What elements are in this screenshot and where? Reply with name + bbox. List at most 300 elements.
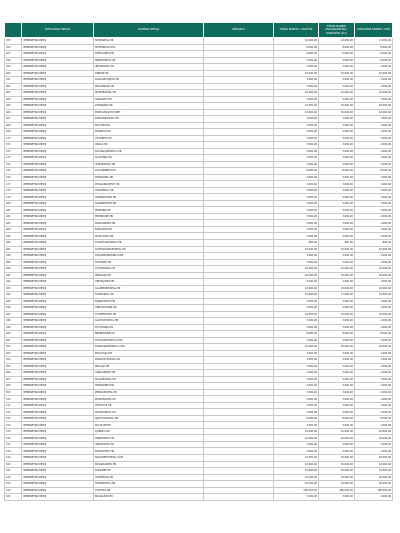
cell-fixed-programmatic: 3.000,00 bbox=[319, 259, 355, 266]
cell-media-category: INTERNETSKI MEDIJ bbox=[22, 298, 94, 305]
cell-media-domain: ZAGORJEINFO.HR bbox=[94, 168, 204, 175]
cell-media-domain: MUSKIPORTAL.HR bbox=[94, 396, 204, 403]
cell-fixed-programmatic: 10.000,00 bbox=[319, 38, 355, 45]
cell-media-domain: PORTALINFO.HR bbox=[94, 51, 204, 58]
cell-media-domain: SPORTPORTAL.HR bbox=[94, 90, 204, 97]
cell-fixed-programmatic: 3.000,00 bbox=[319, 363, 355, 370]
cell-media-domain: OBALA.HR bbox=[94, 142, 204, 149]
cell-index: 496 bbox=[5, 305, 22, 312]
cell-fixed-static: 3.000,00 bbox=[274, 135, 319, 142]
cell-fixed-static: 3.000,00 bbox=[274, 448, 319, 455]
cell-dynamic-cpm: 10.000,00 bbox=[355, 272, 393, 279]
cell-fixed-programmatic: 3.000,00 bbox=[319, 350, 355, 357]
cell-media-category: INTERNETSKI MEDIJ bbox=[22, 51, 94, 58]
header-fixed-programmatic: FIKSNI BANERI PROGRAMATSKI / DINAMIČNI (km) bbox=[319, 23, 355, 38]
cell-media-category: INTERNETSKI MEDIJ bbox=[22, 344, 94, 351]
cell-fixed-programmatic: 10.000,00 bbox=[319, 344, 355, 351]
cell-index: 518 bbox=[5, 448, 22, 455]
cell-index: 476 bbox=[5, 174, 22, 181]
cell-index: 509 bbox=[5, 389, 22, 396]
cell-fixed-static: 3.000,00 bbox=[274, 181, 319, 188]
cell-index: 491 bbox=[5, 272, 22, 279]
cell-dynamic-cpm: 1.000,00 bbox=[355, 396, 393, 403]
cell-dynamic-cpm: 10.000,00 bbox=[355, 90, 393, 97]
cell-media-domain: KUCAIVRT.HR bbox=[94, 422, 204, 429]
cell-dynamic-cpm: 1.000,00 bbox=[355, 213, 393, 220]
cell-fixed-static: 3.000,00 bbox=[274, 116, 319, 123]
cell-media-domain: INFOPORTAL.HR bbox=[94, 64, 204, 71]
cell-fixed-static: 10.000,00 bbox=[274, 481, 319, 488]
cell-index: 479 bbox=[5, 194, 22, 201]
cell-fixed-programmatic: 10.000,00 bbox=[319, 272, 355, 279]
cell-fixed-programmatic: 3.000,00 bbox=[319, 220, 355, 227]
cell-media-category: INTERNETSKI MEDIJ bbox=[22, 324, 94, 331]
cell-dynamic-cpm: 1.000,00 bbox=[355, 279, 393, 286]
cell-fixed-programmatic: 10.000,00 bbox=[319, 285, 355, 292]
cell-fixed-programmatic: 10.000,00 bbox=[319, 266, 355, 273]
cell-dynamic-cpm: 1.000,00 bbox=[355, 200, 393, 207]
cell-fixed-programmatic: 10.000,00 bbox=[319, 428, 355, 435]
cell-index: 516 bbox=[5, 435, 22, 442]
cell-dynamic-cpm: 1.000,00 bbox=[355, 174, 393, 181]
cell-media-domain: OBITELJINFO.HR bbox=[94, 279, 204, 286]
cell-media-domain: LJEPOTAPORTAL.HR bbox=[94, 415, 204, 422]
cell-fixed-static: 3.000,00 bbox=[274, 396, 319, 403]
cell-fixed-programmatic: 10.000,00 bbox=[319, 461, 355, 468]
cell-fixed-static: 10.000,00 bbox=[274, 311, 319, 318]
cell-fixed-programmatic: 10.000,00 bbox=[319, 311, 355, 318]
cell-index: 458 bbox=[5, 57, 22, 64]
cell-fixed-static: 3.000,00 bbox=[274, 142, 319, 149]
cell-fixed-programmatic: 3.000,00 bbox=[319, 161, 355, 168]
cell-dynamic-cpm: 1.000,00 bbox=[355, 194, 393, 201]
cell-index: 459 bbox=[5, 64, 22, 71]
cell-fixed-programmatic: 3.000,00 bbox=[319, 448, 355, 455]
cell-media-domain: SITEPORTAL.HR bbox=[94, 38, 204, 45]
cell-media-domain: KVARNERINFO.HR bbox=[94, 200, 204, 207]
cell-dynamic-cpm: 1.000,00 bbox=[355, 376, 393, 383]
cell-dynamic-cpm: 10.000,00 bbox=[355, 266, 393, 273]
cell-media-domain: ZUPANIJSKI.HR bbox=[94, 103, 204, 110]
cell-media-category: INTERNETSKI MEDIJ bbox=[22, 468, 94, 475]
cell-dynamic-cpm: 11.000,00 bbox=[355, 38, 393, 45]
cell-dynamic-cpm: 10.000,00 bbox=[355, 292, 393, 299]
cell-fixed-programmatic: 3.000,00 bbox=[319, 279, 355, 286]
cell-fixed-programmatic: 3.000,00 bbox=[319, 194, 355, 201]
cell-media-category: INTERNETSKI MEDIJ bbox=[22, 246, 94, 253]
cell-index: 513 bbox=[5, 415, 22, 422]
cell-index: 462 bbox=[5, 83, 22, 90]
cell-dynamic-cpm: 1.000,00 bbox=[355, 233, 393, 240]
cell-index: 457 bbox=[5, 51, 22, 58]
cell-media-domain: GORSKIKOTAR.HR bbox=[94, 194, 204, 201]
cell-media-category: INTERNETSKI MEDIJ bbox=[22, 226, 94, 233]
cell-dynamic-cpm: 10.000,00 bbox=[355, 246, 393, 253]
cell-dynamic-cpm: 1.000,00 bbox=[355, 181, 393, 188]
cell-fixed-programmatic: 3.000,00 bbox=[319, 376, 355, 383]
cell-fixed-programmatic: 3.000,00 bbox=[319, 213, 355, 220]
cell-media-category: INTERNETSKI MEDIJ bbox=[22, 279, 94, 286]
cell-media-domain: KULTURA.HR bbox=[94, 122, 204, 129]
cell-fixed-programmatic: 8.000,00 bbox=[319, 44, 355, 51]
cell-media-domain: PUTOVANJA.HR bbox=[94, 324, 204, 331]
cell-fixed-static: 3.000,00 bbox=[274, 441, 319, 448]
cell-media-domain: KNJIZEVNOST.HR bbox=[94, 298, 204, 305]
cell-fixed-static: 10.000,00 bbox=[274, 474, 319, 481]
cell-index: 467 bbox=[5, 116, 22, 123]
cell-media-domain: BANOVINA.HR bbox=[94, 226, 204, 233]
cell-fixed-programmatic: 3.000,00 bbox=[319, 83, 355, 90]
cell-dynamic-cpm: 1.000,00 bbox=[355, 220, 393, 227]
cell-index: 507 bbox=[5, 376, 22, 383]
cell-media-category: INTERNETSKI MEDIJ bbox=[22, 448, 94, 455]
table-body bbox=[5, 38, 393, 501]
cell-media-category: INTERNETSKI MEDIJ bbox=[22, 383, 94, 390]
cell-media-domain: SENIORINFO.HR bbox=[94, 383, 204, 390]
cell-media-domain: MEDIMURJE.HR bbox=[94, 213, 204, 220]
cell-dynamic-cpm: 1.000,00 bbox=[355, 64, 393, 71]
cell-media-category: INTERNETSKI MEDIJ bbox=[22, 409, 94, 416]
cell-media-domain: LIKAPORTAL.HR bbox=[94, 187, 204, 194]
cell-fixed-programmatic: 8.000,00 bbox=[319, 168, 355, 175]
cell-index: 463 bbox=[5, 90, 22, 97]
cell-media-domain: OTOKINFO.HR bbox=[94, 135, 204, 142]
cell-index: 501 bbox=[5, 337, 22, 344]
cell-index: 514 bbox=[5, 422, 22, 429]
cell-index: 512 bbox=[5, 409, 22, 416]
cell-media-category: INTERNETSKI MEDIJ bbox=[22, 239, 94, 246]
cell-media-domain: RUKOMET.HR bbox=[94, 468, 204, 475]
cell-index: 500 bbox=[5, 331, 22, 338]
cell-dynamic-cpm: 1.000,00 bbox=[355, 135, 393, 142]
cell-index: 499 bbox=[5, 324, 22, 331]
cell-dynamic-cpm: 10.000,00 bbox=[355, 481, 393, 488]
cell-media-domain: LIFESTYLE.HR bbox=[94, 402, 204, 409]
cell-media-category: INTERNETSKI MEDIJ bbox=[22, 200, 94, 207]
cell-fixed-static: 3.000,00 bbox=[274, 226, 319, 233]
cell-dynamic-cpm: 10.000,00 bbox=[355, 344, 393, 351]
cell-fixed-programmatic: 3.000,00 bbox=[319, 318, 355, 325]
cell-dynamic-cpm: 10.000,00 bbox=[355, 103, 393, 110]
cell-media-category: INTERNETSKI MEDIJ bbox=[22, 415, 94, 422]
cell-media-category: INTERNETSKI MEDIJ bbox=[22, 396, 94, 403]
cell-media-domain: PODRAVINA.HR bbox=[94, 174, 204, 181]
cell-fixed-programmatic: 3.000,00 bbox=[319, 370, 355, 377]
cell-fixed-static: 3.000,00 bbox=[274, 161, 319, 168]
cell-media-domain: FILMPORTAL.HR bbox=[94, 292, 204, 299]
cell-fixed-programmatic: 8.000,00 bbox=[319, 331, 355, 338]
cell-dynamic-cpm: 1.000,00 bbox=[355, 402, 393, 409]
cell-media-category: INTERNETSKI MEDIJ bbox=[22, 64, 94, 71]
header-fixed-static: FIKSNI BANERI / STATIČNI bbox=[274, 23, 319, 38]
cell-media-category: INTERNETSKI MEDIJ bbox=[22, 109, 94, 116]
cell-fixed-static: 180.000,00 bbox=[274, 487, 319, 494]
cell-media-category: INTERNETSKI MEDIJ bbox=[22, 292, 94, 299]
cell-fixed-programmatic: 3.000,00 bbox=[319, 135, 355, 142]
cell-media-domain: FINANCIJSKIPORTAL.COM bbox=[94, 344, 204, 351]
cell-fixed-static: 10.000,00 bbox=[274, 272, 319, 279]
cell-media-domain: MODAPORTAL.HR bbox=[94, 409, 204, 416]
cell-dynamic-cpm: 180.000,00 bbox=[355, 487, 393, 494]
cell-media-domain: SLAVONIJA.HR bbox=[94, 155, 204, 162]
cell-media-category: INTERNETSKI MEDIJ bbox=[22, 148, 94, 155]
cell-media-category: INTERNETSKI MEDIJ bbox=[22, 285, 94, 292]
cell-fixed-static: 10.000,00 bbox=[274, 246, 319, 253]
cell-media-domain: PRIMORJE.HR bbox=[94, 207, 204, 214]
cell-fixed-static: 10.000,00 bbox=[274, 70, 319, 77]
cell-fixed-programmatic: 3.000,00 bbox=[319, 253, 355, 260]
cell-index: 478 bbox=[5, 187, 22, 194]
cell-dynamic-cpm: 10.000,00 bbox=[355, 455, 393, 462]
cell-fixed-static: 10.000,00 bbox=[274, 266, 319, 273]
cell-index: 519 bbox=[5, 455, 22, 462]
cell-dynamic-cpm: 1.000,00 bbox=[355, 422, 393, 429]
cell-fixed-static: 3.000,00 bbox=[274, 363, 319, 370]
cell-fixed-static: 3.000,00 bbox=[274, 83, 319, 90]
cell-fixed-static: 3.000,00 bbox=[274, 148, 319, 155]
cell-media-category: INTERNETSKI MEDIJ bbox=[22, 311, 94, 318]
cell-media-category: INTERNETSKI MEDIJ bbox=[22, 213, 94, 220]
cell-fixed-programmatic: 10.000,00 bbox=[319, 481, 355, 488]
cell-fixed-programmatic: 3.000,00 bbox=[319, 116, 355, 123]
cell-fixed-programmatic: 3.000,00 bbox=[319, 494, 355, 501]
cell-fixed-static: 3.000,00 bbox=[274, 213, 319, 220]
cell-dynamic-cpm: 10.000,00 bbox=[355, 285, 393, 292]
cell-fixed-programmatic: 10.000,00 bbox=[319, 70, 355, 77]
cell-index: 480 bbox=[5, 200, 22, 207]
cell-fixed-static: 8.000,00 bbox=[274, 415, 319, 422]
cell-index: 485 bbox=[5, 233, 22, 240]
cell-media-domain: MOSLAVINA.HR bbox=[94, 233, 204, 240]
cell-media-category: INTERNETSKI MEDIJ bbox=[22, 376, 94, 383]
cell-dynamic-cpm: 1.000,00 bbox=[355, 83, 393, 90]
cell-dynamic-cpm: 1.000,00 bbox=[355, 77, 393, 84]
cell-media-domain: POSAVINAVIJESTI.HR bbox=[94, 181, 204, 188]
cell-media-category: INTERNETSKI MEDIJ bbox=[22, 266, 94, 273]
cell-media-domain: ZABAVNIPORTAL.HR bbox=[94, 116, 204, 123]
cell-media-domain: LOKALNE-VIJESTI.HR bbox=[94, 77, 204, 84]
cell-fixed-static: 3.000,00 bbox=[274, 370, 319, 377]
cell-index: 503 bbox=[5, 350, 22, 357]
cell-fixed-static: 3.000,00 bbox=[274, 279, 319, 286]
cell-fixed-static: 8.000,00 bbox=[274, 331, 319, 338]
cell-media-domain: GASTROPORTAL.HR bbox=[94, 318, 204, 325]
cell-fixed-static: 10.000,00 bbox=[274, 435, 319, 442]
cell-media-category: INTERNETSKI MEDIJ bbox=[22, 187, 94, 194]
cell-fixed-programmatic: 3.000,00 bbox=[319, 129, 355, 136]
cell-dynamic-cpm: 8.000,00 bbox=[355, 415, 393, 422]
cell-dynamic-cpm: 1.000,00 bbox=[355, 357, 393, 364]
cell-dynamic-cpm: 1.000,00 bbox=[355, 494, 393, 501]
cell-media-domain: NEKRETNINE.HR bbox=[94, 331, 204, 338]
cell-fixed-static: 3.000,00 bbox=[274, 357, 319, 364]
cell-fixed-static: 3.000,00 bbox=[274, 305, 319, 312]
cell-dynamic-cpm: 1.000,00 bbox=[355, 448, 393, 455]
cell-dynamic-cpm: 1.000,00 bbox=[355, 324, 393, 331]
cell-media-domain: KOSARKAINFO.HR bbox=[94, 461, 204, 468]
cell-index: 465 bbox=[5, 103, 22, 110]
cell-index: 522 bbox=[5, 474, 22, 481]
cell-index: 481 bbox=[5, 207, 22, 214]
cell-fixed-static: 10.000,00 bbox=[274, 455, 319, 462]
cell-index: 477 bbox=[5, 181, 22, 188]
cell-fixed-programmatic: 3.000,00 bbox=[319, 402, 355, 409]
cell-media-domain: ISTRAPORTAL.HR bbox=[94, 161, 204, 168]
cell-index: 523 bbox=[5, 481, 22, 488]
cell-dynamic-cpm: 1.000,00 bbox=[355, 207, 393, 214]
cell-fixed-static: 8.000,00 bbox=[274, 168, 319, 175]
cell-fixed-programmatic: 3.000,00 bbox=[319, 148, 355, 155]
cell-fixed-programmatic: 3.000,00 bbox=[319, 207, 355, 214]
cell-media-category: INTERNETSKI MEDIJ bbox=[22, 96, 94, 103]
cell-media-category: INTERNETSKI MEDIJ bbox=[22, 161, 94, 168]
cell-fixed-programmatic: 10.000,00 bbox=[319, 246, 355, 253]
cell-index: 493 bbox=[5, 285, 22, 292]
cell-dynamic-cpm: 1.000,00 bbox=[355, 116, 393, 123]
cell-media-category: INTERNETSKI MEDIJ bbox=[22, 181, 94, 188]
cell-index: 492 bbox=[5, 279, 22, 286]
cell-fixed-programmatic: 3.000,00 bbox=[319, 357, 355, 364]
cell-media-category: INTERNETSKI MEDIJ bbox=[22, 135, 94, 142]
cell-dynamic-cpm: 10.000,00 bbox=[355, 474, 393, 481]
cell-fixed-static: 10.000,00 bbox=[274, 285, 319, 292]
cell-fixed-static: 3.000,00 bbox=[274, 77, 319, 84]
cell-media-category: INTERNETSKI MEDIJ bbox=[22, 116, 94, 123]
cell-media-category: INTERNETSKI MEDIJ bbox=[22, 122, 94, 129]
cell-media-category: INTERNETSKI MEDIJ bbox=[22, 174, 94, 181]
cell-fixed-static: 10.000,00 bbox=[274, 461, 319, 468]
cell-fixed-programmatic: 3.000,00 bbox=[319, 383, 355, 390]
cell-fixed-programmatic: 800,00 bbox=[319, 239, 355, 246]
cell-fixed-programmatic: 10.000,00 bbox=[319, 90, 355, 97]
cell-fixed-programmatic: 3.000,00 bbox=[319, 422, 355, 429]
cell-dynamic-cpm: 6.000,00 bbox=[355, 57, 393, 64]
cell-fixed-static: 3.000,00 bbox=[274, 233, 319, 240]
cell-dynamic-cpm: 1.000,00 bbox=[355, 96, 393, 103]
spreadsheet bbox=[4, 22, 392, 501]
cell-media-category: INTERNETSKI MEDIJ bbox=[22, 487, 94, 494]
cell-index: 474 bbox=[5, 161, 22, 168]
cell-fixed-programmatic: 10.000,00 bbox=[319, 474, 355, 481]
cell-media-category: INTERNETSKI MEDIJ bbox=[22, 77, 94, 84]
cell-media-category: INTERNETSKI MEDIJ bbox=[22, 461, 94, 468]
cell-fixed-programmatic: 10.000,00 bbox=[319, 103, 355, 110]
cell-index: 508 bbox=[5, 383, 22, 390]
cell-dynamic-cpm: 1.000,00 bbox=[355, 148, 393, 155]
cell-fixed-static: 3.000,00 bbox=[274, 402, 319, 409]
cell-index: 469 bbox=[5, 129, 22, 136]
cell-fixed-programmatic: 3.000,00 bbox=[319, 337, 355, 344]
cell-index: 489 bbox=[5, 259, 22, 266]
cell-dynamic-cpm: 6.000,00 bbox=[355, 51, 393, 58]
cell-dynamic-cpm: 1.000,00 bbox=[355, 259, 393, 266]
cell-index: 472 bbox=[5, 148, 22, 155]
cell-fixed-programmatic: 10.000,00 bbox=[319, 109, 355, 116]
cell-dynamic-cpm: 1.000,00 bbox=[355, 305, 393, 312]
cell-dynamic-cpm: 1.000,00 bbox=[355, 226, 393, 233]
cell-media-category: INTERNETSKI MEDIJ bbox=[22, 90, 94, 97]
cell-media-category: INTERNETSKI MEDIJ bbox=[22, 83, 94, 90]
cell-media-domain: KORDUNINFO.HR bbox=[94, 220, 204, 227]
cell-dynamic-cpm: 10.000,00 bbox=[355, 435, 393, 442]
header-media-domain: DOMENA MEDIJA bbox=[94, 23, 204, 38]
cell-media-category: INTERNETSKI MEDIJ bbox=[22, 38, 94, 45]
cell-media-category: INTERNETSKI MEDIJ bbox=[22, 370, 94, 377]
cell-fixed-programmatic: 3.000,00 bbox=[319, 77, 355, 84]
cell-media-domain: STUDENTINFO.HR bbox=[94, 311, 204, 318]
cell-fixed-programmatic: 3.000,00 bbox=[319, 389, 355, 396]
cell-index: 483 bbox=[5, 220, 22, 227]
cell-fixed-static: 3.000,00 bbox=[274, 174, 319, 181]
cell-media-category: INTERNETSKI MEDIJ bbox=[22, 481, 94, 488]
cell-dynamic-cpm: 1.000,00 bbox=[355, 318, 393, 325]
cell-fixed-programmatic: 3.000,00 bbox=[319, 441, 355, 448]
cell-media-domain: OBRAZOVANJE.HR bbox=[94, 305, 204, 312]
cell-dynamic-cpm: 1.000,00 bbox=[355, 441, 393, 448]
cell-media-domain: TURISTICKIPORTAL.HR bbox=[94, 239, 204, 246]
cell-dynamic-cpm: 1.000,00 bbox=[355, 142, 393, 149]
cell-index: 498 bbox=[5, 318, 22, 325]
cell-index: 466 bbox=[5, 109, 22, 116]
cell-media-category: INTERNETSKI MEDIJ bbox=[22, 331, 94, 338]
cell-index: 455 bbox=[5, 38, 22, 45]
cell-media-category: INTERNETSKI MEDIJ bbox=[22, 455, 94, 462]
cell-dynamic-cpm: 800,00 bbox=[355, 239, 393, 246]
cell-fixed-static: 10.000,00 bbox=[274, 103, 319, 110]
media-price-table bbox=[4, 22, 393, 501]
cell-media-category: INTERNETSKI MEDIJ bbox=[22, 422, 94, 429]
cell-media-category: INTERNETSKI MEDIJ bbox=[22, 363, 94, 370]
header-media-category: KATEGORIJA MEDIJA bbox=[22, 23, 94, 38]
cell-fixed-static: 3.000,00 bbox=[274, 220, 319, 227]
cell-fixed-programmatic: 3.000,00 bbox=[319, 155, 355, 162]
cell-media-category: INTERNETSKI MEDIJ bbox=[22, 259, 94, 266]
cell-fixed-programmatic: 3.000,00 bbox=[319, 181, 355, 188]
cell-fixed-static: 3.000,00 bbox=[274, 337, 319, 344]
cell-fixed-static: 3.000,00 bbox=[274, 383, 319, 390]
cell-media-domain: REGIONALNI.HR bbox=[94, 83, 204, 90]
cell-media-category: INTERNETSKI MEDIJ bbox=[22, 168, 94, 175]
cell-media-category: INTERNETSKI MEDIJ bbox=[22, 272, 94, 279]
cell-fixed-static: 10.000,00 bbox=[274, 90, 319, 97]
cell-fixed-programmatic: 3.000,00 bbox=[319, 96, 355, 103]
cell-media-category: INTERNETSKI MEDIJ bbox=[22, 155, 94, 162]
cell-media-category: INTERNETSKI MEDIJ bbox=[22, 220, 94, 227]
cell-fixed-programmatic: 3.000,00 bbox=[319, 174, 355, 181]
cell-fixed-programmatic: 10.000,00 bbox=[319, 455, 355, 462]
cell-dynamic-cpm: 10.000,00 bbox=[355, 461, 393, 468]
cell-dynamic-cpm: 10.000,00 bbox=[355, 428, 393, 435]
cell-media-domain: POSLOVNIPORTAL.COM bbox=[94, 337, 204, 344]
cell-fixed-programmatic: 5.000,00 bbox=[319, 57, 355, 64]
cell-index: 515 bbox=[5, 428, 22, 435]
cell-media-domain: GLAZBENIPORTAL.HR bbox=[94, 285, 204, 292]
cell-index: 504 bbox=[5, 357, 22, 364]
cell-fixed-static: 3.000,00 bbox=[274, 376, 319, 383]
cell-dynamic-cpm: 1.000,00 bbox=[355, 122, 393, 129]
cell-media-domain: ZNANOSTPORTAL.HR bbox=[94, 357, 204, 364]
cell-dynamic-cpm: 1.000,00 bbox=[355, 161, 393, 168]
cell-index: 510 bbox=[5, 396, 22, 403]
cell-media-category: INTERNETSKI MEDIJ bbox=[22, 428, 94, 435]
cell-media-domain: VATERPOLO.HR bbox=[94, 474, 204, 481]
cell-fixed-programmatic: 3.000,00 bbox=[319, 226, 355, 233]
cell-fixed-static: 3.000,00 bbox=[274, 155, 319, 162]
cell-fixed-static: 3.000,00 bbox=[274, 129, 319, 136]
cell-dynamic-cpm: 1.000,00 bbox=[355, 363, 393, 370]
cell-fixed-static: 3.000,00 bbox=[274, 350, 319, 357]
cell-media-domain: TENISPORTAL.HR bbox=[94, 481, 204, 488]
